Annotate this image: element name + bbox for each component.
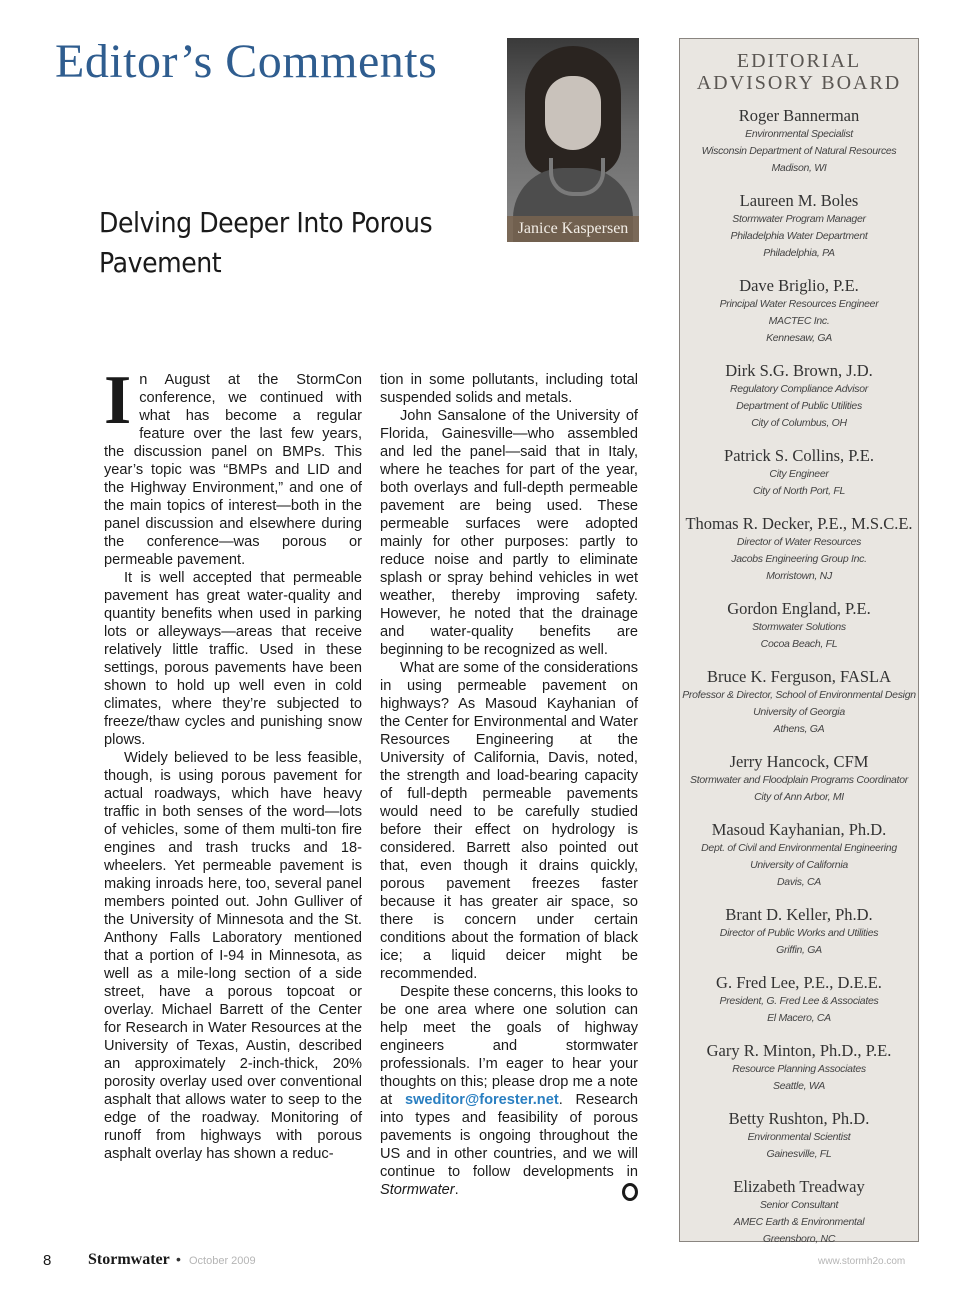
board-member (680, 820, 918, 891)
board-member (680, 667, 918, 738)
board-member-detail: Jacobs Engineering Group Inc. (731, 553, 867, 565)
board-member-detail: MACTEC Inc. (768, 315, 830, 327)
board-member-detail: Environmental Specialist (745, 128, 853, 140)
board-member-detail: Principal Water Resources Engineer (719, 298, 879, 310)
board-member-name: Masoud Kayhanian, Ph.D. (711, 820, 887, 839)
board-member-detail: City Engineer (769, 468, 829, 480)
board-member-detail: Environmental Scientist (747, 1131, 851, 1143)
board-member (680, 1109, 918, 1163)
board-member-detail: Philadelphia, PA (763, 247, 835, 259)
photo-face (545, 76, 601, 150)
board-member-detail: Madison, WI (771, 162, 827, 174)
board-member-name: Dirk S.G. Brown, J.D. (725, 361, 873, 380)
page-number: 8 (43, 1252, 52, 1269)
board-member-detail: Director of Public Works and Utilities (719, 927, 879, 939)
board-member-name: Thomas R. Decker, P.E., M.S.C.E. (685, 514, 913, 533)
board-member-detail: Greensboro, NC (762, 1233, 836, 1245)
board-member-detail: Kennesaw, GA (766, 332, 832, 344)
paragraph: tion in some pollutants, including total suspended solids and metals. (380, 372, 638, 406)
board-member-name: G. Fred Lee, P.E., D.E.E. (716, 973, 882, 992)
board-member-detail: AMEC Earth & Environmental (733, 1216, 865, 1228)
board-member-detail: Davis, CA (777, 876, 821, 888)
board-member-name: Elizabeth Treadway (733, 1177, 865, 1196)
editorial-advisory-board (679, 38, 919, 1245)
board-member-list (680, 106, 918, 1248)
board-member (680, 446, 918, 500)
paragraph: Widely believed to be less feasible, though, is using porous pavement for actual roadways, which have heavy traffic in both senses of the word—lots of vehicles, some of them multi-ton fire engines and trash trucks and 18-wheelers. Yet permeable pavement is making inroads here, too, several panel members pointed out. John Gulliver of the University of Minnesota and the St. Anthony Falls Laboratory mentioned that a portion of I-94 in Minnesota, as well as a mile-long section of a side street, have a porous topcoat or overlay. Michael Barrett of the Center for Research in Water Resources at the University of Texas, Austin, described an approximately 2-inch-thick, 20% porosity overlay used over conventional asphalt that allows water to seep to the edge of the roadway. Monitoring of runoff from highways with porous asphalt overlay has shown a reduc- (104, 750, 362, 1162)
board-member (680, 276, 918, 347)
editor-email-link[interactable]: sweditor@forester.net (404, 1092, 559, 1108)
paragraph: In August at the StormCon conference, we continued with what has become a regular feature over the last few years, the discussion panel on BMPs. This year’s topic was “BMPs and LID and the Highway Environment,” and one of the main topics of interest—both in the panel discussion and elsewhere during the conference—was porous or permeable pavement. (104, 362, 362, 568)
article-column-1 (104, 362, 362, 1163)
board-member-detail: University of Georgia (753, 706, 845, 718)
board-member-detail: Department of Public Utilities (736, 400, 862, 412)
board-member-detail: Cocoa Beach, FL (760, 638, 838, 650)
board-member-detail: Griffin, GA (776, 944, 822, 956)
board-member-name: Laureen M. Boles (739, 191, 859, 210)
board-member-detail: Morristown, NJ (766, 570, 832, 582)
editor-photo (507, 38, 639, 242)
footer-separator: • (176, 1251, 181, 1267)
board-member-name: Bruce K. Ferguson, FASLA (706, 667, 892, 686)
board-member-detail: Director of Water Resources (736, 536, 862, 548)
board-member-detail: El Macero, CA (767, 1012, 831, 1024)
article-column-2 (380, 371, 638, 1201)
paragraph: What are some of the considerations in using permeable pavement on highways? As Masoud Kayhanian of the Center for Environmental and Water Resources Engineering at the University of California, Davis, noted, the strength and load-bearing capacity of full-depth permeable pavements would need to be carefully studied before their effect on hydrology is considered. Barrett also pointed out that, even though it drains quickly, porous pavement freezes faster because it has greater air space, so there is concern under certain conditions about the formation of black ice; a liquid deicer might be recommended. (380, 660, 638, 982)
board-member-name: Brant D. Keller, Ph.D. (725, 905, 873, 924)
board-member-detail: Stormwater Solutions (752, 621, 846, 633)
board-member-name: Gary R. Minton, Ph.D., P.E. (706, 1041, 892, 1060)
board-member-detail: Stormwater and Floodplain Programs Coordinator (690, 774, 908, 786)
board-member (680, 361, 918, 432)
paragraph: John Sansalone of the University of Florida, Gainesville—who assembled and led the panel—said that in Italy, where he teaches for part of the year, both overlays and full-depth permeable pavement are being used. These permeable surfaces were adopted mainly for other purposes: partly to reduce noise and partly to eliminate splash or spray behind vehicles in wet weather, thereby improving safety. However, he noted that the drainage and water-quality benefits are beginning to be recognized as well. (380, 408, 638, 658)
board-member-name: Dave Briglio, P.E. (739, 276, 859, 295)
board-member-detail: Seattle, WA (773, 1080, 825, 1092)
board-member (680, 1177, 918, 1248)
magazine-name: Stormwater (380, 1182, 455, 1198)
end-mark-icon (622, 1183, 638, 1201)
page-title: Editor’s Comments (55, 35, 438, 88)
board-member-detail: Regulatory Compliance Advisor (730, 383, 868, 395)
board-heading: EDITORIAL ADVISORY BOARD (696, 50, 902, 94)
board-member-name: Roger Bannerman (738, 106, 860, 125)
board-member-detail: Gainesville, FL (766, 1148, 832, 1160)
board-member-detail: Stormwater Program Manager (732, 213, 866, 225)
board-member-name: Betty Rushton, Ph.D. (728, 1109, 870, 1128)
board-member-detail: Senior Consultant (759, 1199, 839, 1211)
board-member-detail: City of Columbus, OH (751, 417, 847, 429)
board-member (680, 599, 918, 653)
photo-caption: Janice Kaspersen (507, 216, 639, 242)
board-member (680, 752, 918, 806)
board-member-detail: Philadelphia Water Department (730, 230, 868, 242)
footer-brand: Stormwater (88, 1251, 170, 1268)
board-member-name: Patrick S. Collins, P.E. (724, 446, 874, 465)
board-member-detail: City of Ann Arbor, MI (754, 791, 844, 803)
board-member (680, 191, 918, 262)
board-member-name: Jerry Hancock, CFM (729, 752, 869, 771)
board-member (680, 1041, 918, 1095)
paragraph: It is well accepted that permeable pavement has great water-quality and quantity benefits when used in parking lots or alleyways—areas that receive relatively little traffic. Used in these settings, porous pavements have been shown to hold up well even in cold climates, where they’re subjected to freeze/thaw cycles and punishing snow plows. (104, 570, 362, 748)
board-member-detail: University of California (750, 859, 848, 871)
board-member-name: Gordon England, P.E. (727, 599, 871, 618)
footer-date: October 2009 (189, 1255, 256, 1267)
board-member-detail: Wisconsin Department of Natural Resources (701, 145, 897, 157)
footer-url[interactable]: www.stormh2o.com (818, 1256, 906, 1267)
board-member (680, 905, 918, 959)
board-member-detail: Resource Planning Associates (732, 1063, 866, 1075)
board-member (680, 973, 918, 1027)
article-title: Delving Deeper Into Porous Pavement (99, 206, 433, 279)
board-member-detail: Dept. of Civil and Environmental Engineering (701, 842, 897, 854)
paragraph: Despite these concerns, this looks to be one area where one solution can help meet the goals of highway engineers and stormwater professionals. I’m eager to hear your thoughts on this; please drop me a note at sweditor@forester.net. Research into types and feasibility of porous pavements is ongoing throughout the US and in other countries, and we will continue to follow developments in Stormwater. (380, 983, 638, 1199)
board-member-detail: Athens, GA (773, 723, 825, 735)
board-member-detail: City of North Port, FL (752, 485, 845, 497)
board-member-detail: Professor & Director, School of Environmental Design (682, 689, 916, 701)
board-member (680, 106, 918, 177)
board-member-detail: President, G. Fred Lee & Associates (719, 995, 879, 1007)
drop-cap: I (104, 362, 132, 439)
board-member (680, 514, 918, 585)
